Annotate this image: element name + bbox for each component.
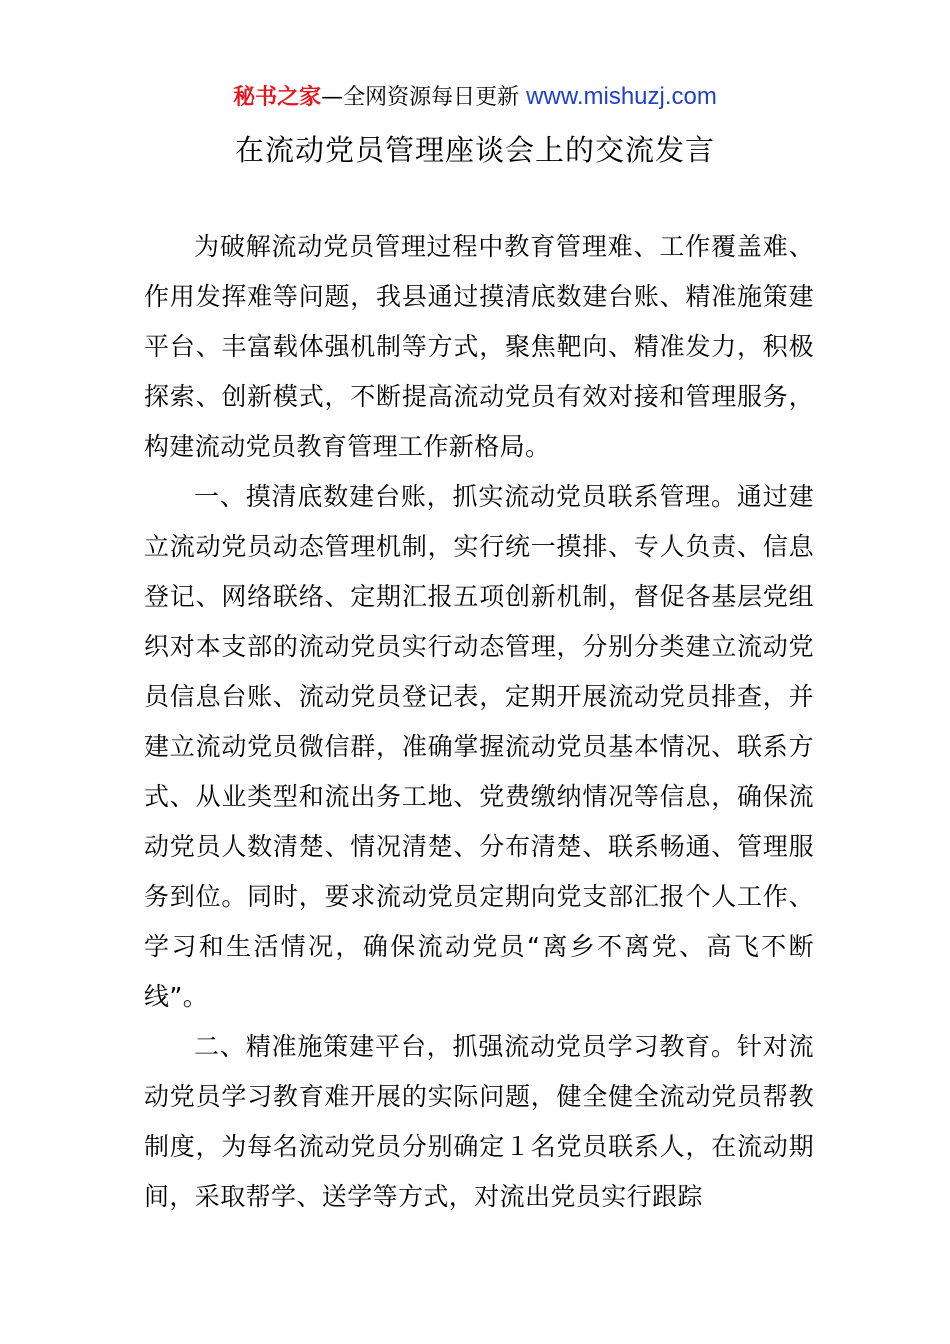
paragraph-section-one: 一、摸清底数建台账，抓实流动党员联系管理。通过建立流动党员动态管理机制，实行统一摸排、专人负责、信息登记、网络联络、定期汇报五项创新机制，督促各基层党组织对本支部的流动党员实行动态管理，分别分类建立流动党员信息台账、流动党员登记表，定期开展流动党员排查，并建立流动党员微信群，准确掌握流动党员基本情况、联系方式、从业类型和流出务工地、党费缴纳情况等信息，确保流动党员人数清楚、情况清楚、分布清楚、联系畅通、管理服务到位。同时，要求流动党员定期向党支部汇报个人工作、学习和生活情况，确保流动党员“离乡不离党、高飞不断线”。 [144,482,814,1011]
brand-name: 秘书之家 [233,85,322,110]
site-url-link[interactable]: www.mishuzj.com [526,83,717,110]
document-title: 在流动党员管理座谈会上的交流发言 [234,133,715,167]
paragraph-intro: 为破解流动党员管理过程中教育管理难、工作覆盖难、作用发挥难等问题，我县通过摸清底数建台账、精准施策建平台、丰富载体强机制等方式，聚焦靶向、精准发力，积极探索、创新模式，不断提高流动党员有效对接和管理服务，构建流动党员教育管理工作新格局。 [144,232,814,461]
site-header [0,82,950,113]
document-body [144,222,814,1222]
brand-tagline: —全网资源每日更新 [321,85,527,110]
paragraph-section-two: 二、精准施策建平台，抓强流动党员学习教育。针对流动党员学习教育难开展的实际问题，健全健全流动党员帮教制度，为每名流动党员分别确定１名党员联系人，在流动期间，采取帮学、送学等方式，对流出党员实行跟踪 [144,1032,814,1211]
